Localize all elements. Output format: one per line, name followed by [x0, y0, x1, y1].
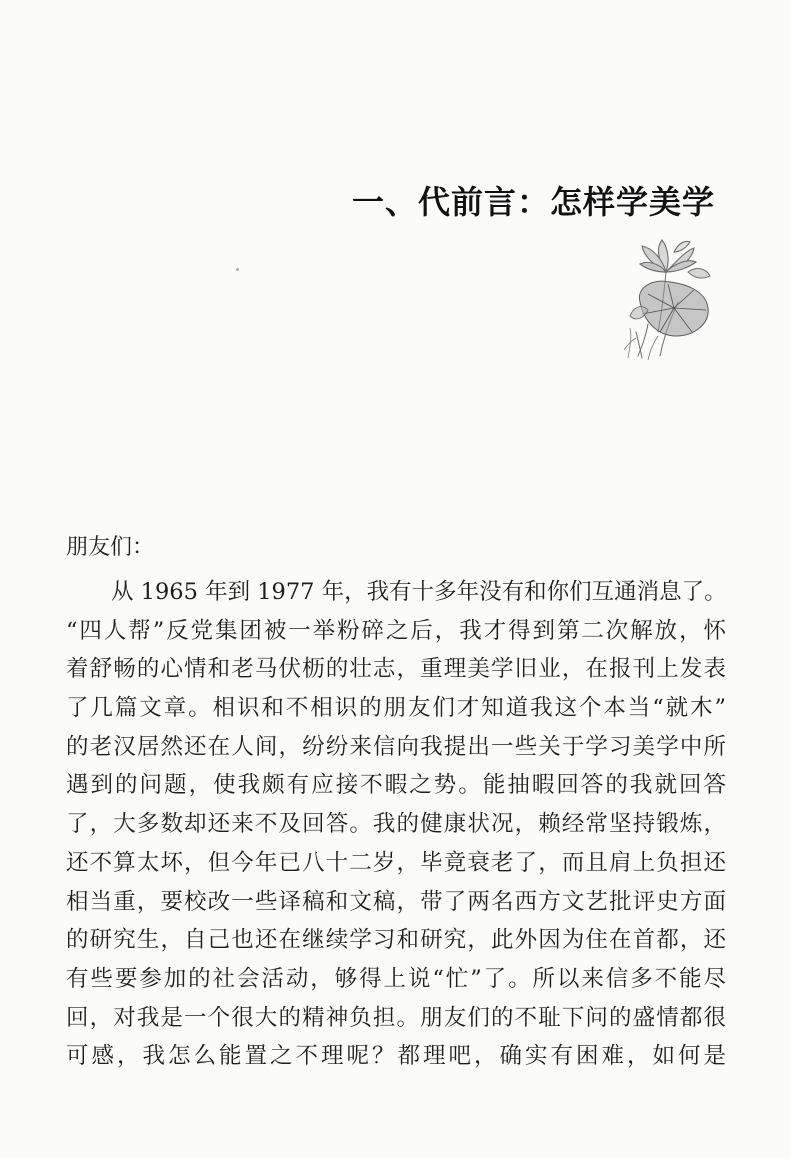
text-line: 从 1965 年到 1977 年，我有十多年没有和你们互通消息了。	[111, 579, 727, 605]
text-line: 的研究生，自己也还在继续学习和研究，此外因为住在首都，还	[66, 927, 726, 954]
paper-speck	[236, 268, 239, 271]
letter-body	[66, 573, 726, 1076]
text-line: 有些要参加的社会活动，够得上说“忙”了。所以来信多不能尽	[66, 965, 726, 992]
lotus-flower-icon	[618, 232, 718, 362]
text-line: 着舒畅的心情和老马伏枥的壮志，重理美学旧业，在报刊上发表	[66, 656, 726, 683]
chapter-title: 一、代前言：怎样学美学	[351, 183, 715, 221]
text-line: 还不算太坏，但今年已八十二岁，毕竟衰老了，而且肩上负担还	[66, 849, 726, 876]
letter-salutation: 朋友们：	[66, 535, 155, 560]
text-line: 可感，我怎么能置之不理呢？都理吧，确实有困难，如何是	[66, 1043, 726, 1070]
text-line: 了，大多数却还来不及回答。我的健康状况，赖经常坚持锻炼，	[66, 811, 726, 838]
text-line: “四人帮”反党集团被一举粉碎之后，我才得到第二次解放，怀	[66, 617, 726, 644]
text-line: 遇到的问题，使我颇有应接不暇之势。能抽暇回答的我就回答	[66, 772, 726, 799]
text-line: 相当重，要校改一些译稿和文稿，带了两名西方文艺批评史方面	[66, 888, 726, 915]
text-line: 的老汉居然还在人间，纷纷来信向我提出一些关于学习美学中所	[66, 733, 726, 760]
text-line: 回，对我是一个很大的精神负担。朋友们的不耻下问的盛情都很	[66, 1004, 726, 1031]
text-line: 了几篇文章。相识和不相识的朋友们才知道我这个本当“就木”	[66, 695, 726, 722]
